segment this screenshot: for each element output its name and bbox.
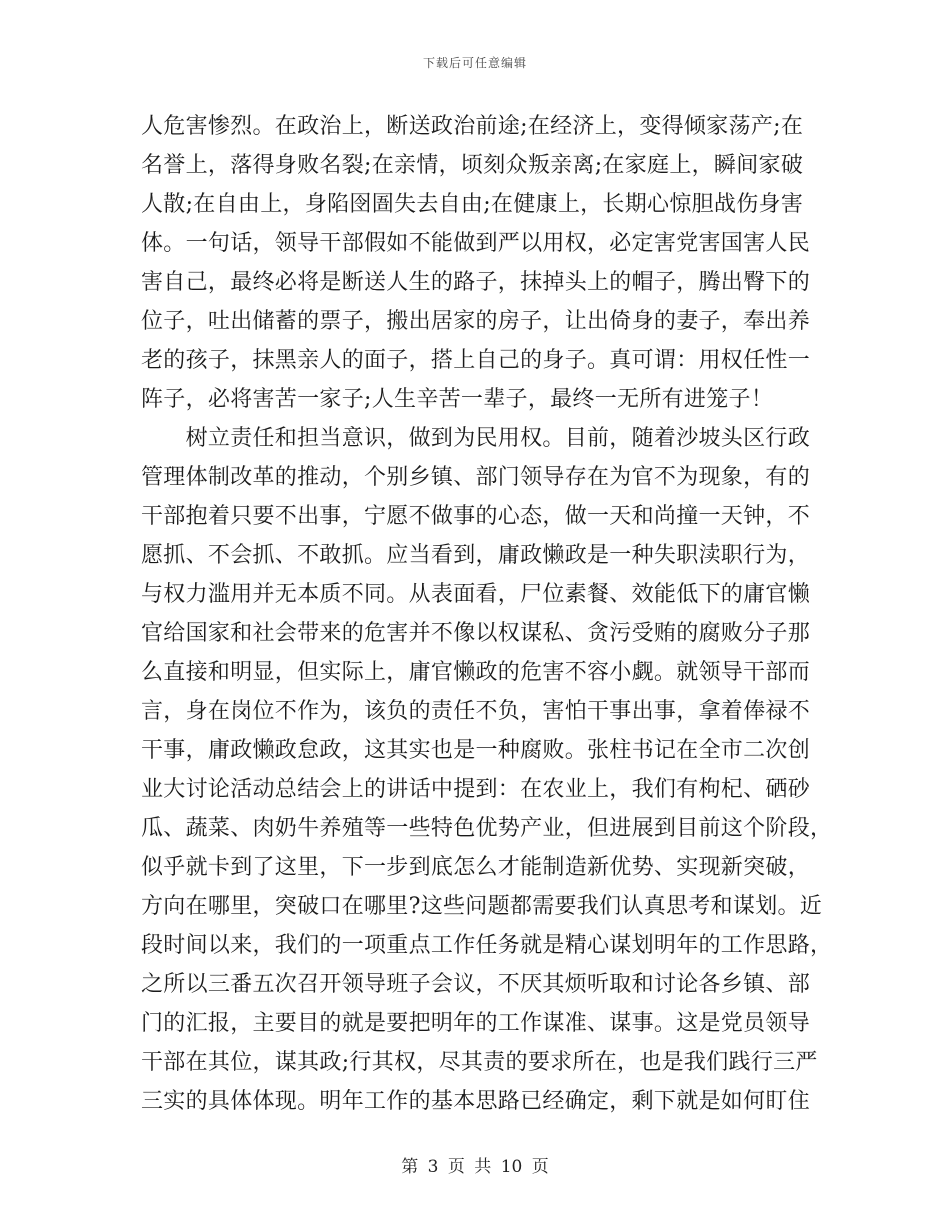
text-line: 位子，吐出储蓄的票子，搬出居家的房子，让出倚身的妻子，奉出养 (141, 309, 811, 334)
text-line: 业大讨论活动总结会上的讲话中提到：在农业上，我们有枸杞、硒砂 (141, 777, 811, 802)
text-line: 管理体制改革的推动，个别乡镇、部门领导存在为官不为现象，有的 (141, 465, 811, 490)
body-text (141, 107, 833, 1121)
text-line: 老的孩子，抹黑亲人的面子，搭上自己的身子。真可谓：用权任性一 (141, 348, 811, 373)
page-number-footer: 第 3 页 共 10 页 (401, 1157, 549, 1177)
text-line: 三实的具体体现。明年工作的基本思路已经确定，剩下就是如何盯住 (141, 1089, 811, 1114)
text-line: 干部在其位，谋其政;行其权，尽其责的要求所在，也是我们践行三严 (141, 1050, 818, 1075)
text-line: 瓜、蔬菜、肉奶牛养殖等一些特色优势产业，但进展到目前这个阶段， (141, 816, 833, 841)
text-line: 与权力滥用并无本质不同。从表面看，尸位素餐、效能低下的庸官懒 (141, 582, 811, 607)
text-line: 之所以三番五次召开领导班子会议，不厌其烦听取和讨论各乡镇、部 (141, 972, 811, 997)
text-line: 官给国家和社会带来的危害并不像以权谋私、贪污受贿的腐败分子那 (141, 621, 811, 646)
text-line: 人散;在自由上，身陷囹圄失去自由;在健康上，长期心惊胆战伤身害 (141, 192, 804, 217)
text-line: 方向在哪里，突破口在哪里?这些问题都需要我们认真思考和谋划。近 (141, 894, 823, 919)
text-line: 干部抱着只要不出事，宁愿不做事的心态，做一天和尚撞一天钟，不 (141, 504, 811, 529)
text-line: 么直接和明显，但实际上，庸官懒政的危害不容小觑。就领导干部而 (141, 660, 811, 685)
text-line: 害自己，最终必将是断送人生的路子，抹掉头上的帽子，腾出臀下的 (141, 270, 811, 295)
text-line: 言，身在岗位不作为，该负的责任不负，害怕干事出事，拿着俸禄不 (141, 699, 811, 724)
text-line: 名誉上，落得身败名裂;在亲情，顷刻众叛亲离;在家庭上，瞬间家破 (141, 153, 804, 178)
text-line: 段时间以来，我们的一项重点工作任务就是精心谋划明年的工作思路， (141, 933, 833, 958)
text-line: 体。一句话，领导干部假如不能做到严以用权，必定害党害国害人民 (141, 231, 811, 256)
text-line: 干事，庸政懒政怠政，这其实也是一种腐败。张柱书记在全市二次创 (141, 738, 811, 763)
text-line: 人危害惨烈。在政治上，断送政治前途;在经济上，变得倾家荡产;在 (141, 114, 804, 139)
text-line: 门的汇报，主要目的就是要把明年的工作谋准、谋事。这是党员领导 (141, 1011, 811, 1036)
text-line: 树立责任和担当意识，做到为民用权。目前，随着沙坡头区行政 (141, 426, 811, 451)
page-header: 下载后可任意编辑 (422, 56, 527, 70)
text-line: 似乎就卡到了这里，下一步到底怎么才能制造新优势、实现新突破， (141, 855, 811, 880)
text-line: 阵子，必将害苦一家子;人生辛苦一辈子，最终一无所有进笼子！ (141, 387, 774, 412)
text-line: 愿抓、不会抓、不敢抓。应当看到，庸政懒政是一种失职渎职行为， (141, 543, 811, 568)
